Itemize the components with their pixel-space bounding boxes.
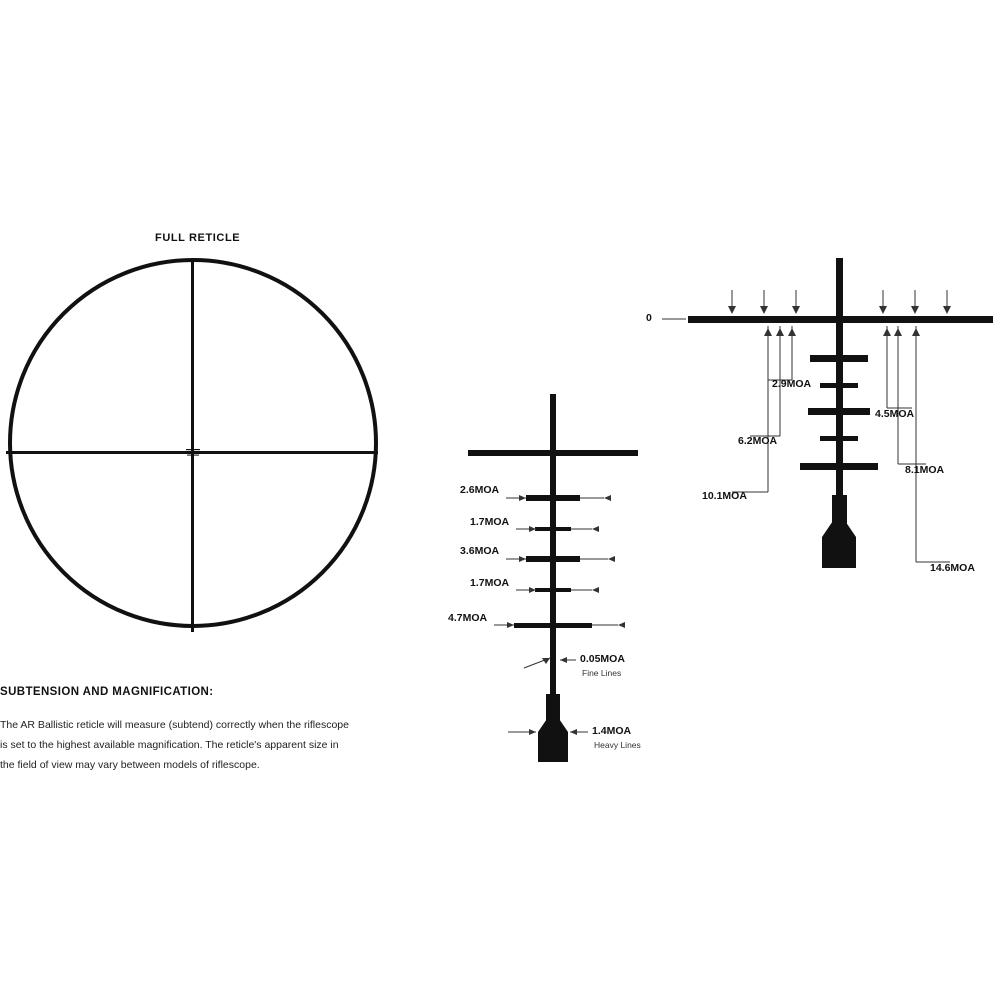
moa-label: 2.9MOA bbox=[772, 378, 812, 390]
heavy-lines-moa-label: 1.4MOA bbox=[592, 725, 632, 737]
reticle-vertical-crosshair bbox=[191, 258, 194, 632]
moa-label: 4.5MOA bbox=[875, 408, 915, 420]
moa-label: 2.6MOA bbox=[460, 484, 500, 496]
right-reticle-detail bbox=[640, 250, 1000, 600]
fine-lines-sublabel: Fine Lines bbox=[582, 668, 622, 678]
subtension-heading: SUBTENSION AND MAGNIFICATION: bbox=[0, 686, 214, 698]
moa-label: 1.7MOA bbox=[470, 516, 510, 528]
heavy-lines-sublabel: Heavy Lines bbox=[594, 740, 641, 750]
moa-label: 6.2MOA bbox=[738, 435, 778, 447]
moa-label: 4.7MOA bbox=[448, 612, 488, 624]
moa-label: 14.6MOA bbox=[930, 562, 975, 574]
moa-label: 8.1MOA bbox=[905, 464, 945, 476]
moa-label: 10.1MOA bbox=[702, 490, 747, 502]
moa-label: 1.7MOA bbox=[470, 577, 510, 589]
moa-label: 3.6MOA bbox=[460, 545, 500, 557]
subtension-body-text: The AR Ballistic reticle will measure (subtend) correctly when the riflescope is set to the highest available magnification. The reticle's apparent size in the field of view may vary between models of riflescope. bbox=[0, 719, 349, 771]
reticle-center-detail-icon bbox=[182, 446, 204, 460]
fine-lines-moa-label: 0.05MOA bbox=[580, 653, 625, 665]
zero-label: 0 bbox=[646, 312, 652, 324]
full-reticle-title: FULL RETICLE bbox=[155, 232, 241, 244]
